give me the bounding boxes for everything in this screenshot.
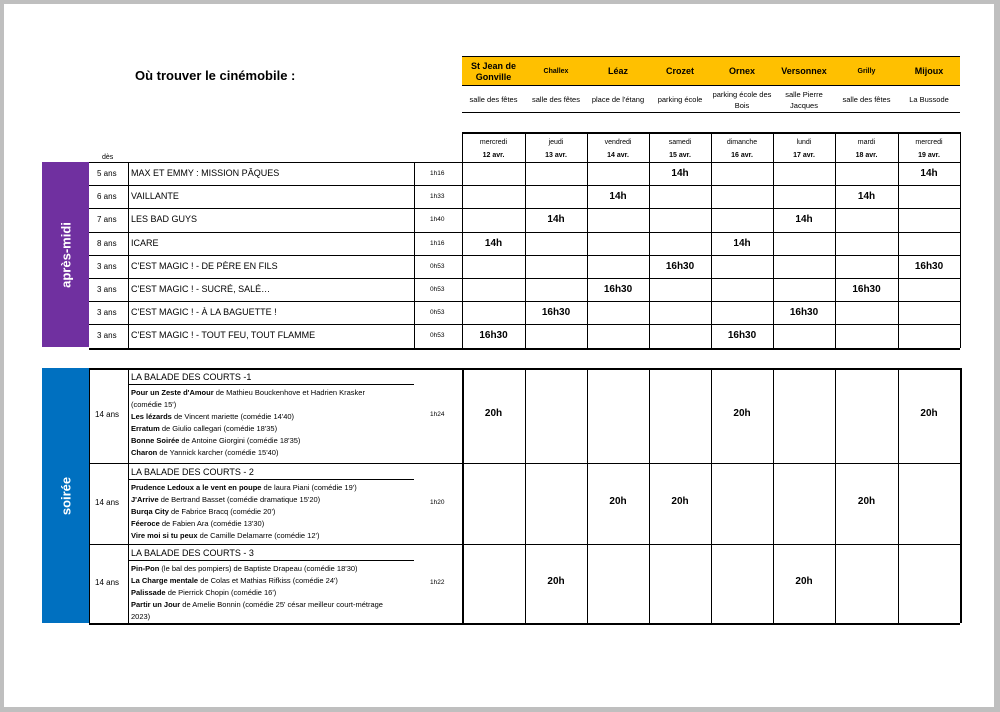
short-film [131, 423, 277, 435]
showtime: 16h30 [727, 330, 757, 342]
showtime: 14h [795, 214, 813, 226]
col-line [960, 368, 962, 623]
duration-col-line [414, 162, 415, 348]
day-label: vendredi [604, 139, 632, 146]
showtime: 16h30 [479, 330, 508, 342]
short-film-details: de Antoine Giorgini (comédie 18'35) [179, 436, 301, 445]
row-line [89, 623, 960, 625]
short-film-title: Vire moi si tu peux [131, 531, 198, 540]
showtime: 16h30 [914, 260, 944, 272]
short-film [131, 518, 264, 530]
showtime: 20h [733, 407, 751, 419]
short-film [131, 494, 320, 506]
short-film-title: Charon [131, 448, 158, 457]
short-film-details: (le bal des pompiers) de Baptiste Drapeau (comédie 18'30) [159, 564, 358, 573]
duration: 1h20 [430, 498, 445, 506]
age-col-line [89, 368, 90, 623]
showtime: 14h [857, 191, 876, 203]
short-film-details: de Mathieu Bouckenhove et Hadrien Krasker [213, 388, 365, 397]
col-line [835, 368, 836, 623]
film-title: ICARE [131, 237, 159, 248]
showtime: 16h30 [852, 284, 881, 295]
title-col-line [128, 368, 129, 623]
venue-place: salle Pierre Jacques [785, 89, 823, 110]
age-label: 3 ans [97, 331, 117, 341]
age-label: 5 ans [97, 169, 117, 178]
date-label: 19 avr. [918, 152, 940, 159]
duration: 0h53 [430, 309, 445, 317]
short-film-details: de Vincent mariette (comédie 14'40) [171, 412, 295, 421]
age-label: 14 ans [95, 577, 120, 587]
short-film-details: de Yannick karcher (comédie 15'40) [157, 448, 279, 457]
short-film-title: Prudence Ledoux a le vent en poupe [131, 483, 262, 492]
short-film-details: de Colas et Mathias Rifkiss (comédie 24') [198, 576, 338, 585]
showtime: 20h [795, 575, 813, 587]
duration: 0h53 [430, 286, 445, 293]
col-line [587, 368, 588, 623]
short-film-details: de Bertrand Basset (comédie dramatique 15'20) [158, 495, 321, 504]
venue-line [462, 112, 960, 113]
film-title: VAILLANTE [131, 191, 179, 202]
short-film-details: de Fabrice Bracq (comédie 20') [168, 507, 276, 516]
program-title: LA BALADE DES COURTS - 3 [131, 548, 254, 558]
short-film-title: Burqa City [131, 507, 169, 516]
showtime: 20h [920, 407, 938, 419]
col-line [525, 132, 526, 348]
duration: 1h24 [430, 410, 445, 418]
film-title: C'EST MAGIC ! - SUCRÉ, SALÉ… [131, 284, 271, 294]
program-title-underline [128, 479, 414, 480]
col-line [773, 132, 774, 348]
short-film [131, 599, 383, 611]
age-label: 14 ans [95, 497, 120, 507]
showtime: 14h [733, 237, 751, 249]
age-label: 14 ans [95, 409, 120, 419]
date-label: 14 avr. [607, 152, 629, 159]
short-film [131, 435, 300, 447]
venue-town: Challex [525, 56, 587, 86]
short-film [131, 575, 338, 587]
venue-town: Ornex [711, 56, 773, 86]
age-label: 7 ans [97, 215, 117, 225]
showtime: 14h [671, 168, 689, 179]
age-label: 8 ans [97, 238, 117, 248]
venue-town: Mijoux [898, 56, 960, 86]
short-film [131, 447, 278, 459]
short-film [131, 482, 357, 494]
short-film-title: La Charge mentale [131, 576, 199, 585]
venue-line [462, 85, 960, 86]
venue-place: salle des fêtes [532, 95, 580, 104]
venue-place: parking école des Bois [712, 89, 772, 110]
date-label: 12 avr. [482, 152, 505, 159]
short-film-title: Erratum [131, 424, 160, 433]
short-film [131, 411, 294, 423]
showtime: 20h [547, 575, 565, 587]
program-title-underline [128, 560, 414, 561]
short-film-title: Pour un Zeste d'Amour [131, 388, 214, 397]
showtime: 20h [609, 495, 627, 507]
date-label: 17 avr. [793, 152, 815, 159]
program-title: LA BALADE DES COURTS -1 [131, 372, 252, 382]
col-line [649, 368, 650, 623]
film-title: LES BAD GUYS [131, 214, 198, 225]
col-line [525, 368, 526, 623]
col-line [835, 132, 836, 348]
showtime: 14h [609, 191, 627, 203]
showtime: 20h [671, 495, 689, 507]
section-afternoon-label: après-midi [58, 221, 73, 288]
venue-place: La Bussode [909, 95, 949, 104]
short-film-title: Bonne Soirée [131, 436, 180, 445]
short-film-details: 2023) [131, 612, 151, 621]
venue-place: salle des fêtes [842, 95, 891, 104]
short-film-title: J'Arrive [131, 495, 159, 504]
short-film [131, 611, 150, 623]
min-age-header: dès [102, 154, 114, 161]
venue-town: Grilly [835, 56, 898, 86]
venue-place: salle des fêtes [469, 95, 518, 104]
showtime: 14h [484, 237, 503, 249]
short-film-title: Palissade [131, 588, 166, 597]
age-label: 3 ans [97, 308, 117, 318]
col-line [649, 132, 650, 348]
short-film-details: de Amelie Bonnin (comédie 25' césar meilleur court-métrage [180, 600, 383, 609]
short-film-details: de laura Piani (comédie 19') [261, 483, 357, 492]
date-label: 18 avr. [855, 152, 878, 159]
day-label: samedi [668, 139, 692, 146]
short-film [131, 399, 176, 411]
short-film [131, 530, 319, 542]
duration: 0h53 [430, 332, 445, 340]
showtime: 16h30 [789, 307, 819, 319]
showtime: 16h30 [603, 284, 633, 295]
age-label: 3 ans [97, 285, 117, 294]
short-film-details: de Pierrick Chopin (comédie 16') [165, 588, 277, 597]
col-line [898, 132, 899, 348]
venue-place: parking école [657, 95, 703, 104]
section-afternoon [42, 162, 89, 347]
short-film-title: Partir un Jour [131, 600, 181, 609]
date-label: 13 avr. [545, 152, 567, 159]
col-line [587, 132, 588, 348]
day-label: jeudi [548, 139, 564, 146]
duration: 0h53 [430, 262, 445, 270]
title-col-line [128, 162, 129, 348]
col-line [462, 132, 463, 348]
col-line [960, 132, 961, 348]
col-line [711, 132, 712, 348]
short-film-details: de Fabien Ara (comédie 13'30) [159, 519, 265, 528]
day-label: mercredi [915, 139, 943, 146]
day-label: mardi [857, 139, 876, 146]
duration: 1h33 [430, 193, 445, 201]
short-film-title: Pin-Pon [131, 564, 160, 573]
document-page [4, 4, 994, 707]
afternoon-bottom [89, 348, 960, 350]
day-label: mercredi [479, 139, 508, 146]
program-title: LA BALADE DES COURTS - 2 [131, 467, 254, 477]
page-title: Où trouver le cinémobile : [135, 68, 296, 83]
duration: 1h16 [430, 170, 445, 177]
showtime: 16h30 [665, 260, 695, 272]
venue-town: Léaz [587, 56, 649, 86]
film-title: C'EST MAGIC ! - À LA BAGUETTE ! [131, 307, 277, 318]
showtime: 14h [547, 214, 565, 226]
showtime: 14h [920, 168, 938, 179]
short-film [131, 587, 276, 599]
venue-town: Crozet [649, 56, 711, 86]
duration: 1h16 [430, 239, 445, 247]
duration: 1h40 [430, 216, 445, 224]
short-film-details: de Camille Delamarre (comédie 12') [197, 531, 320, 540]
short-film-title: Féeroce [131, 519, 160, 528]
col-line [462, 368, 464, 623]
showtime: 16h30 [541, 307, 571, 319]
program-title-underline [128, 384, 414, 385]
day-label: dimanche [726, 139, 758, 146]
age-label: 3 ans [97, 261, 117, 271]
col-line [773, 368, 774, 623]
short-film-details: de Giulio callegari (comédie 18'35) [159, 424, 278, 433]
venue-town: Versonnex [773, 56, 835, 86]
short-film [131, 563, 358, 575]
age-label: 6 ans [97, 192, 117, 202]
film-title: C'EST MAGIC ! - DE PÈRE EN FILS [131, 260, 278, 271]
venue-town: St Jean de Gonville [462, 56, 525, 86]
venue-place: place de l'étang [591, 95, 645, 104]
film-title: MAX ET EMMY : MISSION PÂQUES [131, 168, 280, 178]
col-line [898, 368, 899, 623]
short-film [131, 387, 365, 399]
showtime: 20h [857, 495, 876, 507]
film-title: C'EST MAGIC ! - TOUT FEU, TOUT FLAMME [131, 330, 316, 341]
short-film-title: Les lézards [131, 412, 172, 421]
col-line [711, 368, 712, 623]
short-film-details: (comédie 15') [131, 400, 177, 409]
showtime: 20h [484, 407, 503, 419]
day-label: lundi [796, 139, 812, 146]
section-evening-label: soirée [58, 476, 73, 515]
duration: 1h22 [430, 578, 445, 586]
date-label: 15 avr. [669, 152, 691, 159]
date-label: 16 avr. [731, 152, 753, 159]
short-film [131, 506, 275, 518]
section-evening [42, 368, 89, 623]
